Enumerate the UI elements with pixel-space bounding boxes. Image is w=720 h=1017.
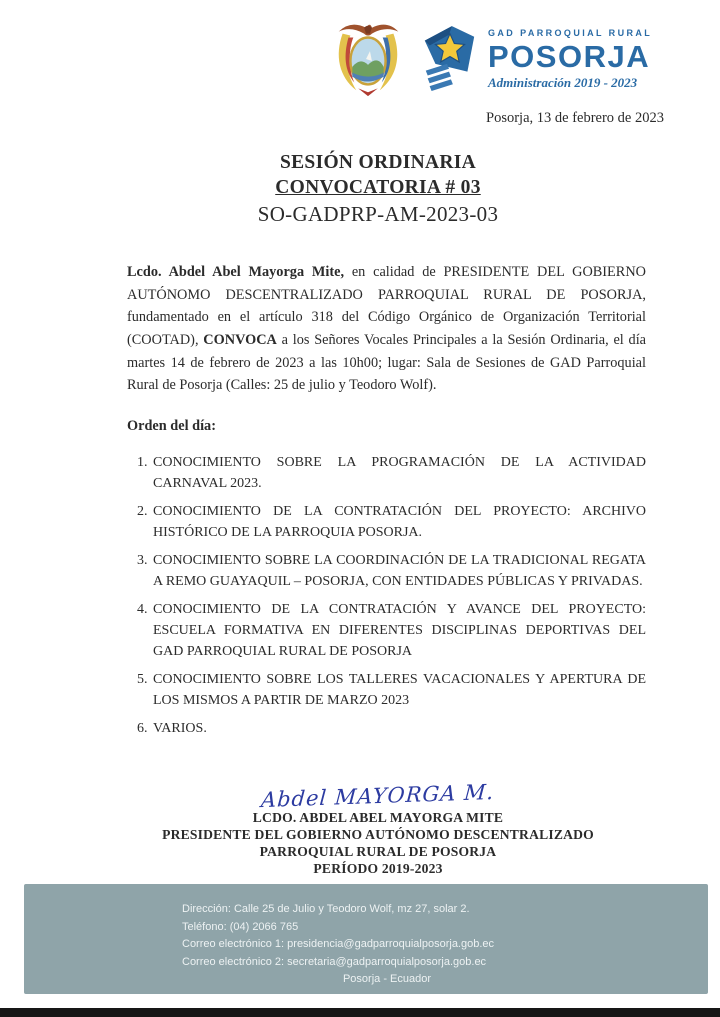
agenda-item-text: VARIOS. [153,720,207,736]
agenda-item-3 [127,550,646,592]
posorja-logo-text [488,29,652,89]
signature-block [36,779,720,877]
agenda-item-number: 4. [137,601,148,617]
posorja-logo [418,19,652,99]
agenda-heading: Orden del día: [127,417,216,434]
convocatoria-number: CONVOCATORIA # 03 [275,177,481,199]
agenda-item-4 [127,599,646,662]
document-body [127,247,646,746]
agenda-item-text: CONOCIMIENTO SOBRE LOS TALLERES VACACIONALES Y APERTURA DE LOS MISMOS A PARTIR DE MARZO 2023 [153,671,646,708]
agenda-item-text: CONOCIMIENTO SOBRE LA PROGRAMACIÓN DE LA ACTIVIDAD CARNAVAL 2023. [153,454,646,491]
signatory-name: LCDO. ABDEL ABEL MAYORGA MITE [252,810,504,825]
intro-paragraph [127,261,646,397]
intro-segment-1: en calidad de PRESIDENTE DEL GOBIERNO AUTÓNOMO DESCENTRALIZADO PARROQUIAL RURAL DE POSORJA, fundamentado en el artículo 318 del Código Orgánico de Organización Territorial (COOTAD), [127,264,646,349]
handwritten-signature: Abdel MAYORGA M. [260,779,496,813]
footer-band [24,884,708,994]
agenda-item-number: 3. [137,552,148,568]
president-name: Lcdo. Abdel Abel Mayorga Mite, [127,264,345,281]
agenda-item-6 [127,718,646,739]
agenda-list [127,452,646,739]
logo-top-label: GAD PARROQUIAL RURAL [488,28,653,38]
ecuador-coat-of-arms-icon [330,16,406,102]
agenda-item-number: 1. [137,454,148,470]
footer-email-2: Correo electrónico 2: secretaria@gadparroquialposorja.gob.ec [182,955,487,968]
signatory-period: PERÍODO 2019-2023 [313,861,443,876]
document-code: SO-GADPRP-AM-2023-03 [257,201,499,226]
agenda-item-text: CONOCIMIENTO DE LA CONTRATACIÓN DEL PROYECTO: ARCHIVO HISTÓRICO DE LA PARROQUIA POSORJA. [153,503,646,540]
agenda-item-text: CONOCIMIENTO DE LA CONTRATACIÓN Y AVANCE DEL PROYECTO: ESCUELA FORMATIVA EN DIFERENTES DISCIPLINAS DEPORTIVAS DEL GAD PARROQUIAL RURAL DE POSORJA [153,601,646,659]
session-title: SESIÓN ORDINARIA [279,152,477,173]
convoca-keyword: CONVOCA [203,332,277,349]
footer-address: Dirección: Calle 25 de Julio y Teodoro Wolf, mz 27, solar 2. [182,903,470,915]
footer-location: Posorja - Ecuador [342,973,432,985]
signatory-title-2: PARROQUIAL RURAL DE POSORJA [259,844,497,859]
agenda-item-2 [127,501,646,543]
agenda-item-number: 6. [137,720,148,736]
footer-email-1: Correo electrónico 1: presidencia@gadparroquialposorja.gob.ec [182,938,495,950]
signatory-title-1: PRESIDENTE DEL GOBIERNO AUTÓNOMO DESCENTRALIZADO [162,827,594,842]
title-block [36,150,720,228]
footer-contact-info [182,901,592,989]
intro-segment-2: a los Señores Vocales Principales a la Sesión Ordinaria, el día martes 14 de febrero de 2023 a las 10h00; lugar: Sala de Sesiones de GAD Parroquial Rural de Posorja (Calles: 25 de julio y Teodoro Wolf). [127,332,647,394]
footer-phone: Teléfono: (04) 2066 765 [182,920,299,933]
scan-bottom-edge [0,1008,720,1017]
agenda-item-number: 5. [137,671,148,687]
agenda-item-1 [127,452,646,494]
agenda-item-5 [127,669,646,711]
agenda-item-text: CONOCIMIENTO SOBRE LA COORDINACIÓN DE LA TRADICIONAL REGATA A REMO GUAYAQUIL – POSORJA, CON ENTIDADES PÚBLICAS Y PRIVADAS. [153,552,646,589]
logo-name: POSORJA [488,39,651,74]
document-header [330,16,652,102]
date-line: Posorja, 13 de febrero de 2023 [486,110,664,126]
agenda-item-number: 2. [137,503,148,519]
posorja-shield-icon [418,19,480,99]
logo-subtitle: Administración 2019 - 2023 [488,75,638,90]
